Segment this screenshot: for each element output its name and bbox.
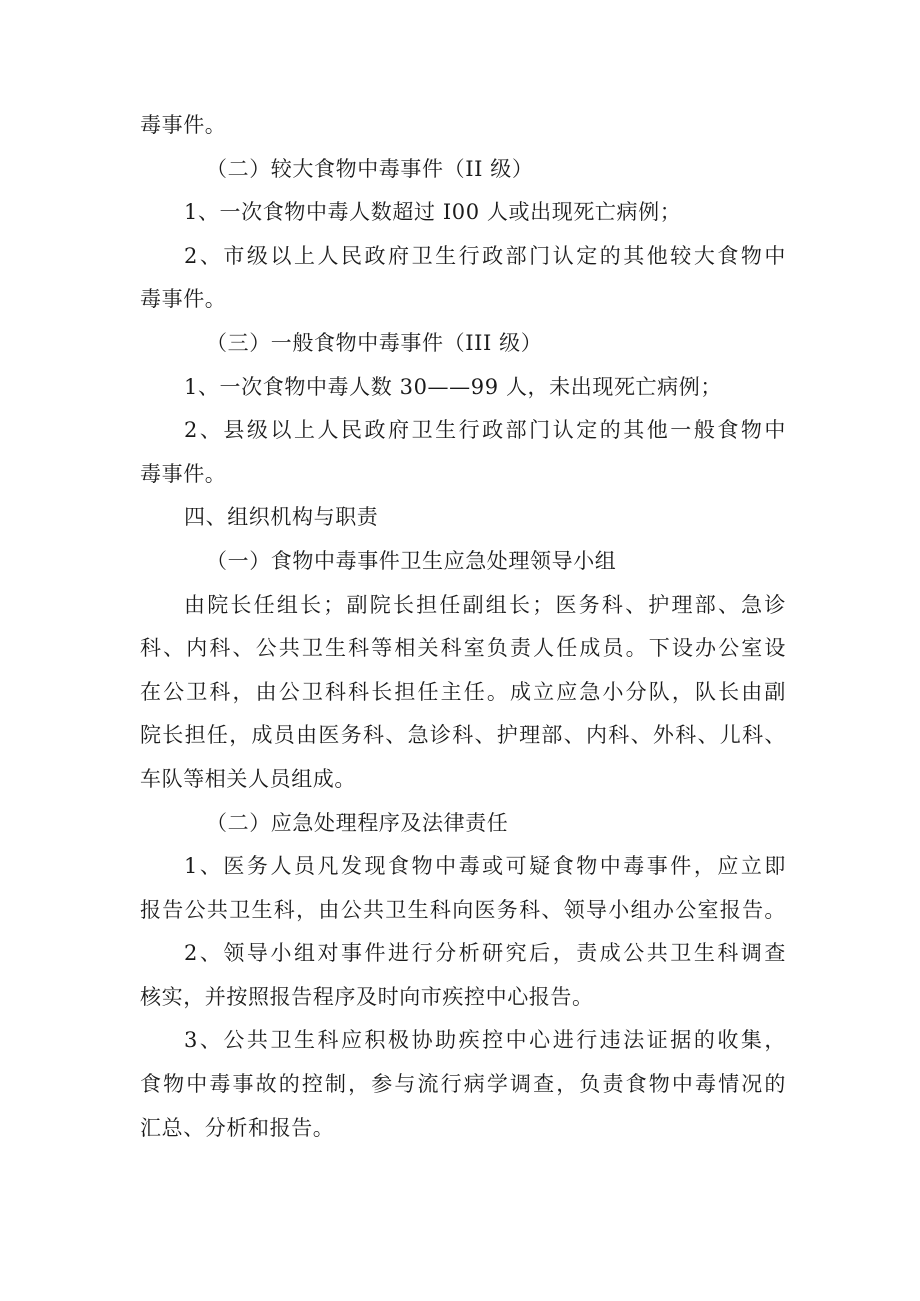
paragraph-line: 食物中毒事故的控制，参与流行病学调查，负责食物中毒情况的 [140, 1072, 786, 1097]
paragraph-line: 在公卫科，由公卫科科长担任主任。成立应急小分队，队长由副 [140, 679, 786, 704]
list-item: 3、公共卫生科应积极协助疾控中心进行违法证据的收集， [184, 1028, 786, 1053]
list-item: 1、一次食物中毒人数超过 I00 人或出现死亡病例； [184, 200, 682, 225]
list-item: 2、领导小组对事件进行分析研究后，责成公共卫生科调查 [184, 941, 786, 966]
paragraph-continuation: 毒事件。 [140, 287, 227, 312]
list-item: 1、一次食物中毒人数 30——99 人，未出现死亡病例； [184, 374, 722, 399]
paragraph-line: 由院长任组长；副院长担任副组长；医务科、护理部、急诊 [184, 592, 786, 617]
section-heading: 四、组织机构与职责 [184, 505, 379, 530]
paragraph-line: 报告公共卫生科，由公共卫生科向医务科、领导小组办公室报告。 [140, 897, 786, 922]
paragraph-line: 汇总、分析和报告。 [140, 1115, 335, 1140]
list-item: 2、市级以上人民政府卫生行政部门认定的其他较大食物中 [184, 243, 786, 268]
document-body [140, 104, 786, 1150]
paragraph-line: 车队等相关人员组成。 [140, 766, 356, 791]
paragraph-line: 院长担任，成员由医务科、急诊科、护理部、内科、外科、儿科、 [140, 723, 786, 748]
paragraph-continuation: 毒事件。 [140, 113, 227, 137]
paragraph-continuation: 毒事件。 [140, 461, 227, 486]
list-item: 2、县级以上人民政府卫生行政部门认定的其他一般食物中 [184, 418, 786, 443]
paragraph-line: 科、内科、公共卫生科等相关科室负责人任成员。下设办公室设 [140, 636, 786, 661]
subsection-heading: （二）应急处理程序及法律责任 [206, 810, 509, 835]
paragraph-line: 核实，并按照报告程序及时向市疾控中心报告。 [140, 984, 594, 1009]
subsection-heading: （二）较大食物中毒事件（II 级） [206, 156, 534, 181]
subsection-heading: （一）食物中毒事件卫生应急处理领导小组 [206, 548, 617, 573]
subsection-heading: （三）一般食物中毒事件（III 级） [206, 330, 543, 355]
list-item: 1、医务人员凡发现食物中毒或可疑食物中毒事件，应立即 [184, 854, 786, 879]
